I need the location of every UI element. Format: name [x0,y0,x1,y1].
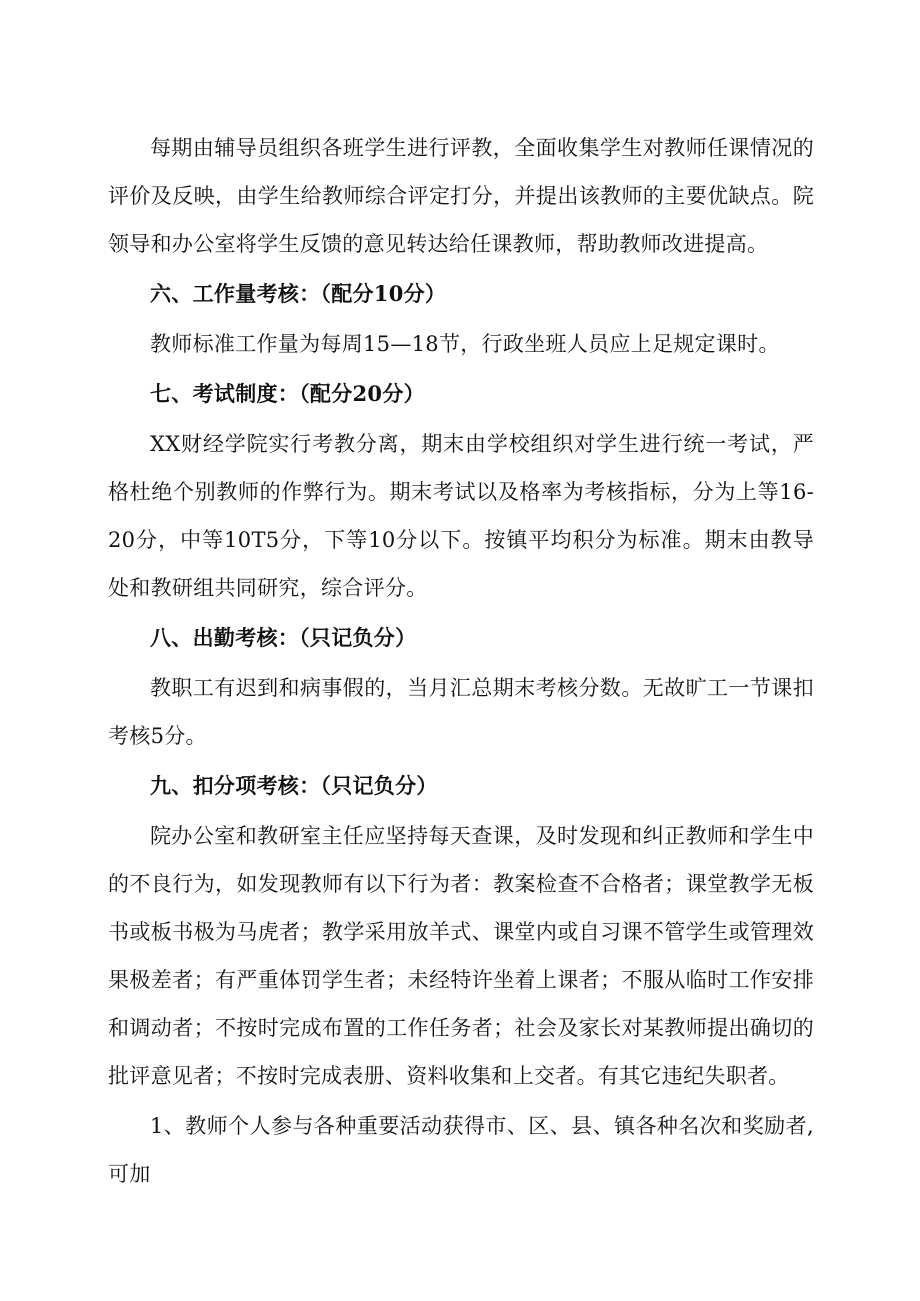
heading-attendance-assessment: 八、出勤考核：（只记负分） [150,625,417,650]
paragraph-deduction: 院办公室和教研室主任应坚持每天查课，及时发现和纠正教师和学生中的不良行为，如发现教师有以下行为者：教案检查不合格者；课堂教学无板书或板书极为马虎者；教学采用放羊式、课堂内或自习课不管学生或管理效果极差者；有严重体罚学生者；未经特许坐着上课者；不服从临时工作安排和调动者；不按时完成布置的工作任务者；社会及家长对某教师提出确切的批评意见者；不按时完成表册、资料收集和上交者。有其它违纪失职者。 [108,824,814,1088]
heading-deduction-assessment: 九、扣分项考核：（只记负分） [150,773,438,798]
paragraph-workload: 教师标准工作量为每周15—18节，行政坐班人员应上足规定课时。 [150,332,780,356]
paragraph-bonus-item-1: 1、教师个人参与各种重要活动获得市、区、县、镇各种名次和奖励者,可加 [108,1114,814,1186]
paragraph-exam-system: XX财经学院实行考教分离，期末由学校组织对学生进行统一考试，严格杜绝个别教师的作弊行为。期末考试以及格率为考核指标，分为上等16-20分，中等10T5分，下等10分以下。按镇平均积分为标准。期末由教导处和教研组共同研究，综合评分。 [108,432,814,600]
paragraph-attendance: 教职工有迟到和病事假的，当月汇总期末考核分数。无故旷工一节课扣考核5分。 [108,676,814,748]
heading-exam-system: 七、考试制度：（配分20分） [150,381,425,406]
paragraph-student-evaluation: 每期由辅导员组织各班学生进行评教，全面收集学生对教师任课情况的评价及反映，由学生给教师综合评定打分，并提出该教师的主要优缺点。院领导和办公室将学生反馈的意见转达给任课教师，帮助教师改进提高。 [108,136,814,256]
heading-workload-assessment: 六、工作量考核：（配分10分） [150,281,447,306]
document-page [108,124,814,1198]
